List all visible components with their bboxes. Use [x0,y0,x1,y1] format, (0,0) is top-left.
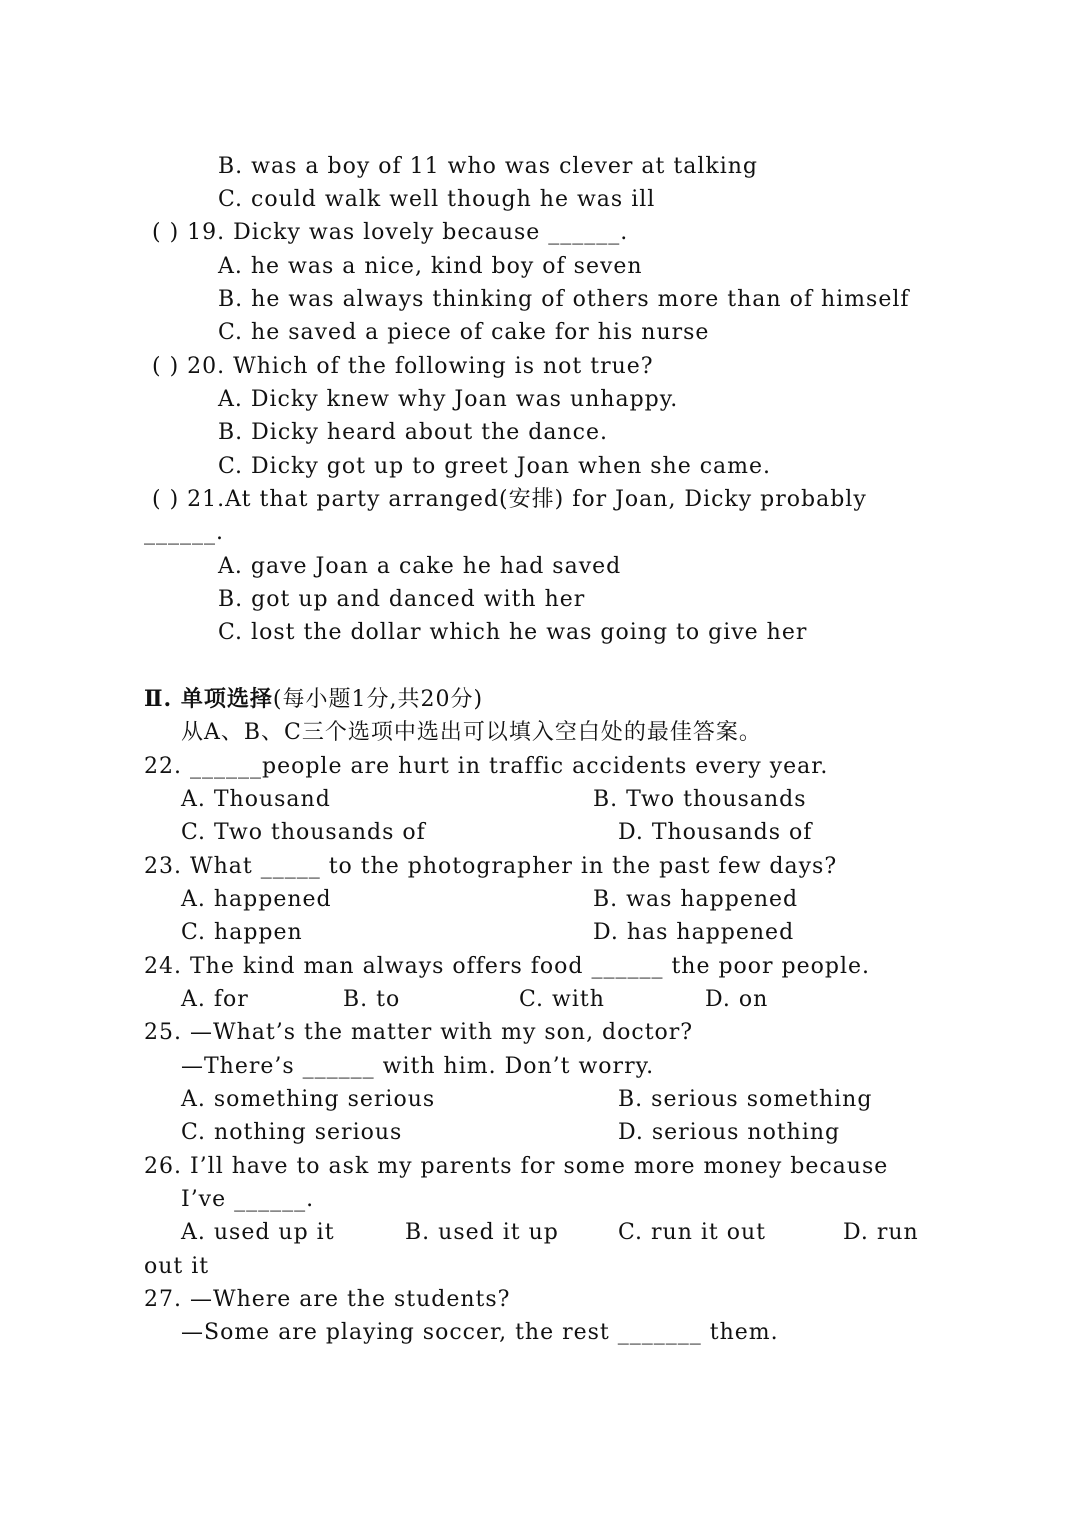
section-instructions: 从A、B、C三个选项中选出可以填入空白处的最佳答案。 [181,720,762,745]
q22-option-b: B. Two thousands [593,787,807,812]
q18-option-b: B. was a boy of 11 who was clever at talking [218,154,758,179]
q20-option-c: C. Dicky got up to greet Joan when she came. [218,454,772,479]
q21-option-a: A. gave Joan a cake he had saved [218,554,622,579]
q25-option-d: D. serious nothing [618,1120,841,1145]
q24-option-c: C. with [519,987,605,1012]
q22-option-a: A. Thousand [181,787,331,812]
q23-option-d: D. has happened [593,920,795,945]
q23-option-c: C. happen [181,920,303,945]
q23-option-b: B. was happened [593,887,799,912]
q24-option-b: B. to [343,987,401,1012]
q25-option-a: A. something serious [181,1087,436,1112]
q27-reply: —Some are playing soccer, the rest _______ them. [181,1320,779,1345]
q21-option-c: C. lost the dollar which he was going to give her [218,620,808,645]
q19-option-a: A. he was a nice, kind boy of seven [218,254,643,279]
q20-stem: ( ) 20. Which of the following is not true? [152,354,654,379]
q26-option-a: A. used up it [181,1220,335,1245]
q19-option-b: B. he was always thinking of others more than of himself [218,287,910,312]
section-title: Ⅱ. 单项选择 [144,686,273,712]
q25-reply: —There’s ______ with him. Don’t worry. [181,1054,655,1079]
q26-stem: 26. I’ll have to ask my parents for some more money because [144,1154,889,1179]
q22-stem: 22. ______people are hurt in traffic accidents every year. [144,754,829,779]
q26-option-d: D. run [843,1220,919,1245]
q27-stem: 27. —Where are the students? [144,1287,511,1312]
q19-option-c: C. he saved a piece of cake for his nurse [218,320,710,345]
q18-option-c: C. could walk well though he was ill [218,187,656,212]
q20-option-a: A. Dicky knew why Joan was unhappy. [218,387,679,412]
q23-stem: 23. What _____ to the photographer in the past few days? [144,854,838,879]
q24-stem: 24. The kind man always offers food ______ the poor people. [144,954,871,979]
q26-option-d-cont: out it [144,1254,210,1279]
q21-stem-cont: ______. [144,520,224,545]
q26-option-b: B. used it up [405,1220,559,1245]
q19-stem: ( ) 19. Dicky was lovely because ______. [152,220,629,245]
q24-option-d: D. on [705,987,769,1012]
q26-option-c: C. run it out [618,1220,767,1245]
q21-stem: ( ) 21.At that party arranged(安排) for Joan, Dicky probably [152,487,867,512]
q20-option-b: B. Dicky heard about the dance. [218,420,608,445]
q25-stem: 25. —What’s the matter with my son, doctor? [144,1020,694,1045]
section-score-note: (每小题1分,共20分) [272,687,484,712]
q24-option-a: A. for [181,987,249,1012]
q22-option-d: D. Thousands of [618,820,813,845]
q25-option-c: C. nothing serious [181,1120,403,1145]
q25-option-b: B. serious something [618,1087,873,1112]
q21-option-b: B. got up and danced with her [218,587,586,612]
section-heading [144,684,483,715]
q26-stem-cont: I’ve ______. [181,1187,315,1212]
q22-option-c: C. Two thousands of [181,820,426,845]
q23-option-a: A. happened [181,887,332,912]
